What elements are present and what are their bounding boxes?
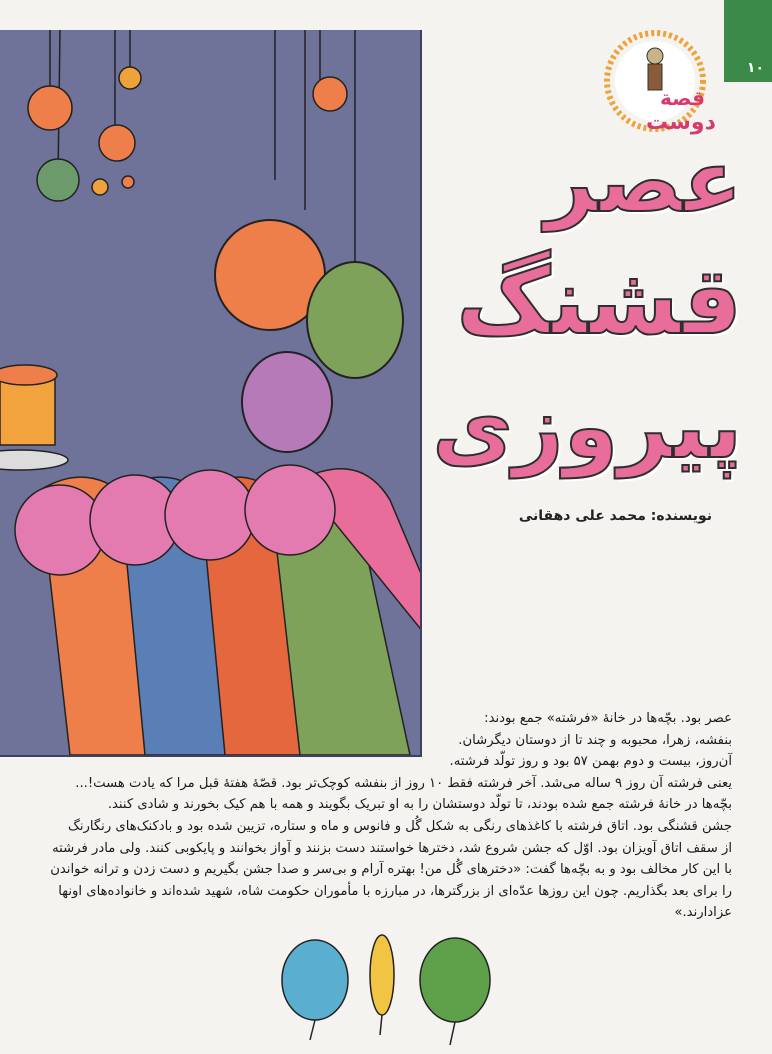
body-line: آن‌روز، بیست و دوم بهمن ۵۷ بود و روز تولّد فرشته. — [449, 754, 732, 770]
body-line: عصر بود. بچّه‌ها در خانهٔ «فرشته» جمع بودند: — [484, 711, 732, 726]
body-line: بنفشه، زهرا، محبوبه و چند تا از دوستان دیگرشان. — [458, 732, 732, 748]
title-line-2: قشنگ — [456, 248, 742, 355]
body-line: عزادارند.» — [674, 905, 732, 921]
logo-word-doost: دوست — [646, 110, 716, 135]
body-line: با این کار مخالف بود و به بچّه‌ها گفت: «دخترهای گُل من! بهتره آرام و بی‌سر و صدا جشن بگیریم و دست زدن و ترانه خواندن — [50, 862, 732, 878]
page-number: ۱۰ — [746, 60, 764, 76]
logo-word-qesse: قصة — [660, 86, 705, 110]
body-line: از سقف اتاق آویزان بود. اوّل که جشن شروع شد، دخترها خواستند دست بزنند و آواز بخوانند و پایکوبی کنند. ولی مادر فرشته — [52, 840, 732, 856]
body-line: بچّه‌ها در خانهٔ فرشته جمع شده بودند، تا تولّد دوستشان را به او تبریک بگویند و همه با هم کیک بخورند و شادی کنند. — [107, 797, 732, 813]
body-line: را برای بعد بگذاریم. چون این روزها عدّه‌ای از بزرگترها، در مبارزه با مأموران حکومت شاه، شهید شده‌اند و خانواده‌های اونها — [58, 883, 732, 899]
bottom-balloons — [270, 930, 510, 1054]
author-byline: نویسنده: محمد علی دهقانی — [518, 508, 712, 524]
story-body — [40, 708, 732, 924]
birthday-illustration — [0, 30, 422, 757]
illustration-drawing — [0, 30, 420, 755]
title-line-1: عصر — [545, 132, 742, 232]
title-line-3: پیروزی — [432, 375, 742, 478]
body-line: یعنی فرشته آن روز ۹ ساله می‌شد. آخر فرشته فقط ۱۰ روز از بنفشه کوچک‌تر بود. قصّهٔ هفتهٔ قبل مرا که یادت هست!... — [75, 775, 732, 791]
body-line: جشن قشنگی بود. اتاق فرشته با کاغذهای رنگی به شکل گُل و فانوس و ماه و ستاره، تزیین شده بود و بادکنک‌های رنگارنگ — [68, 818, 732, 834]
